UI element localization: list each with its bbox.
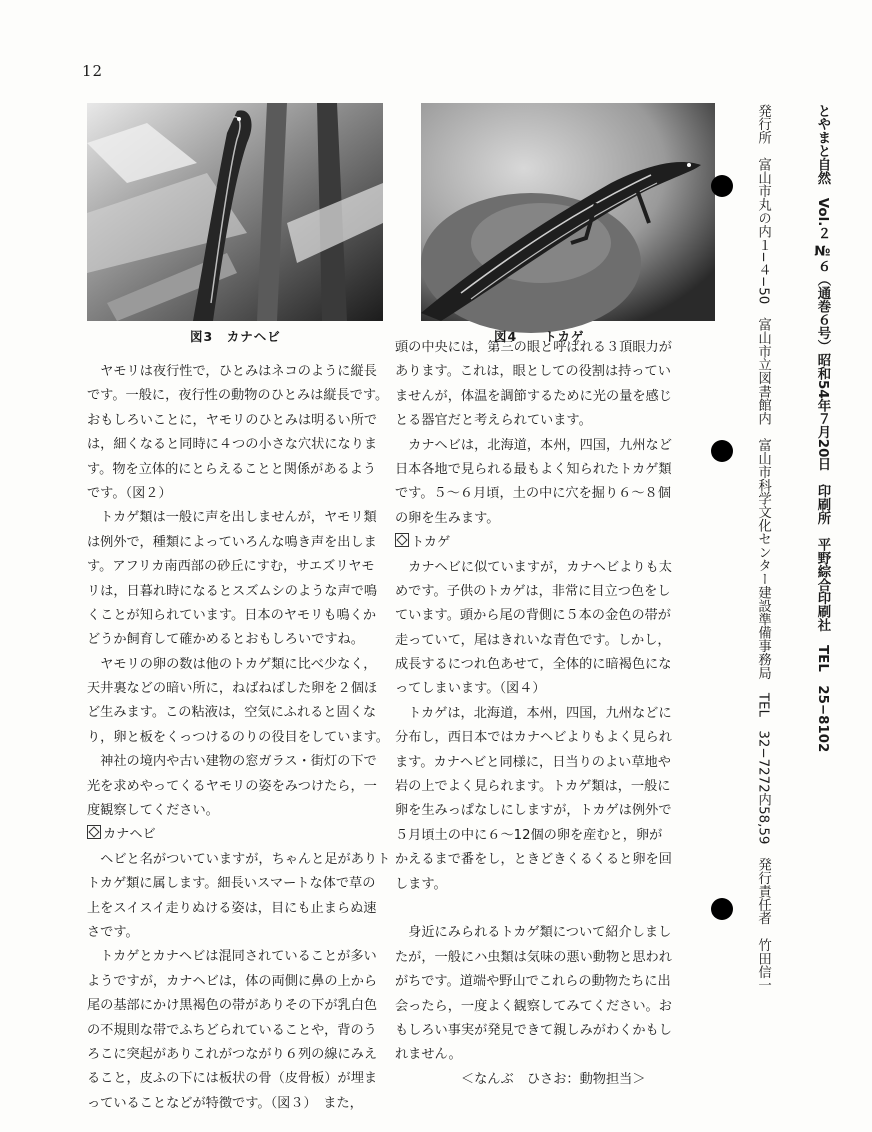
text-line-content: 光を求めやってくるヤモリの姿をみつけたら，一 [87, 778, 377, 794]
text-line [395, 848, 721, 872]
text-line-content: ること，皮ふの下には板状の骨（皮骨板）が埋ま [87, 1071, 378, 1087]
text-line [87, 970, 393, 994]
text-line-content: の不規則な帯でふちどられていることや，背のう [87, 1022, 377, 1038]
text-line [395, 995, 721, 1019]
section-bullet-icon [395, 533, 409, 547]
text-line-content: す。アフリカ南西部の砂丘にすむ，サエズリヤモ [87, 559, 375, 575]
text-line-content: トカゲ類に属します。細長いスマートな体で草の [87, 876, 376, 892]
right-text-column [395, 336, 721, 1092]
text-line [395, 385, 721, 409]
text-line-content: 天井裏などの暗い所に，ねばねばした卵を２個ほ [87, 681, 378, 697]
text-line [395, 751, 721, 775]
text-line [395, 970, 721, 994]
text-line-content: っていることなどが特徴です。（図３） また， [87, 1095, 363, 1111]
text-line-content: ろこに突起がありこれがつながり６列の線にみえ [87, 1046, 378, 1062]
text-line-content: 卵を生みっぱなしにしますが，トカゲは例外で [395, 803, 672, 819]
text-line-content: は，細くなると同時に４つの小さな穴状になりま [87, 437, 378, 453]
text-line [395, 507, 721, 531]
text-line-content: れません。 [395, 1047, 462, 1063]
text-line-content: ようですが，カナヘビは，体の両側に鼻の上から [87, 973, 378, 989]
colophon [733, 104, 872, 1104]
text-line [395, 677, 721, 701]
text-line-content: ています。頭から尾の背側に５本の金色の帯が [395, 608, 671, 624]
text-line [87, 701, 393, 725]
text-line-content: 日本各地で見られる最もよく知られたトカゲ類 [395, 461, 672, 477]
text-line-content: 成長するにつれ色あせて，全体的に暗褐色にな [395, 657, 672, 673]
text-line-content: ませんが，体温を調節するために光の量を感じ [395, 388, 672, 404]
text-line-content: は例外で，種類によっていろんな鳴き声を出しま [87, 534, 377, 550]
text-line [395, 873, 721, 897]
text-line-content: トカゲは，北海道，本州，四国，九州などに [395, 705, 672, 721]
text-line [395, 556, 721, 580]
text-line-content: トカゲ類は一般に声を出しませんが，ヤモリ類 [87, 510, 377, 526]
text-line-content: トカゲとカナヘビは混同されていることが多い [87, 949, 377, 965]
section-heading [395, 531, 721, 555]
text-line-content: がちです。道端や野山でこれらの動物たちに出 [395, 974, 671, 990]
text-line-content: です。一般に，夜行性の動物のひとみは縦長です。 [87, 388, 389, 404]
text-line [87, 653, 393, 677]
text-line [395, 1019, 721, 1043]
text-line-content: さです。 [87, 924, 139, 940]
text-line-content: します。 [395, 876, 447, 892]
text-line [87, 872, 393, 896]
text-line [395, 775, 721, 799]
text-line [87, 775, 393, 799]
text-line-content: ５月頃土の中に６〜12個の卵を産むと，卵が [395, 827, 663, 843]
text-line [395, 580, 721, 604]
text-line [87, 433, 393, 457]
text-line [87, 409, 393, 433]
text-line-content: リは，日暮れ時になるとスズムシのような声で鳴 [87, 583, 378, 599]
text-line [87, 726, 393, 750]
text-line [395, 629, 721, 653]
text-line-content: あります。これは，眼としての役割は持ってい [395, 364, 671, 380]
text-line-content: ヤモリの卵の数は他のトカゲ類に比べ少なく， [87, 656, 377, 672]
text-line [87, 628, 393, 652]
binding-hole-icon [711, 898, 733, 920]
text-line-content: 神社の境内や古い建物の窓ガラス・街灯の下で [87, 754, 377, 770]
text-line-content: ヘビと名がついていますが，ちゃんと足がありト [87, 851, 391, 867]
binding-hole-icon [711, 175, 733, 197]
text-line [87, 458, 393, 482]
binding-hole-icon [711, 440, 733, 462]
text-line [87, 531, 393, 555]
text-line [395, 921, 721, 945]
text-line-content: 身近にみられるトカゲ類について紹介しまし [395, 925, 672, 941]
skink-photo [421, 103, 715, 321]
figure-3-caption: 図3 カナヘビ [190, 329, 281, 344]
text-line [87, 580, 393, 604]
text-line [395, 1043, 721, 1067]
paragraph-gap [395, 897, 721, 921]
text-line [87, 945, 393, 969]
text-line-content: とる器官だと考えられています。 [395, 413, 592, 429]
text-line-content: どうか飼育して確かめるとおもしろいですね。 [87, 632, 364, 648]
text-line [395, 824, 721, 848]
text-line [395, 1068, 721, 1092]
text-line-content: ヤモリは夜行性で，ひとみはネコのように縦長 [87, 364, 377, 379]
text-line-content: たが，一般にハ虫類は気味の悪い動物と思われ [395, 949, 672, 965]
text-line-content: カナヘビに似ていますが，カナヘビよりも太 [395, 559, 672, 575]
section-heading [87, 823, 393, 847]
text-line [87, 360, 393, 384]
text-line [87, 897, 393, 921]
text-line [87, 799, 393, 823]
text-line-content: カナヘビは，北海道，本州，四国，九州など [395, 437, 672, 453]
text-line-content: ってしまいます。（図４） [395, 681, 546, 697]
text-line-content: 走っていて，尾はきれいな青色です。しかし， [395, 632, 671, 648]
text-line [87, 482, 393, 506]
left-text-column [87, 360, 393, 1116]
text-line [395, 604, 721, 628]
text-line [395, 360, 721, 384]
text-line-content: です。５〜６月頃，土の中に穴を掘り６〜８個 [395, 486, 671, 502]
text-line-content: 分布し，西日本ではカナヘビよりもよく見られ [395, 730, 672, 746]
text-line-content: くことが知られています。日本のヤモリも鳴くか [87, 607, 377, 623]
text-line-content: 岩の上でよく見られます。トカゲ類は，一般に [395, 779, 671, 795]
text-line-content: めです。子供のトカゲは，非常に目立つ色をし [395, 583, 671, 599]
text-line [87, 994, 393, 1018]
text-line-content: ど生みます。この粘液は，空気にふれると固くな [87, 705, 377, 721]
text-line [87, 1019, 393, 1043]
text-line [87, 750, 393, 774]
text-line [87, 848, 393, 872]
text-line-content: り，卵と板をくっつけるのりの役目をしています。 [87, 729, 389, 745]
text-line [395, 409, 721, 433]
text-line [87, 677, 393, 701]
text-line-content: 上をスイスイ走りぬける姿は，目にも止まらぬ速 [87, 900, 377, 916]
page-number: 12 [82, 62, 104, 80]
text-line-content: す。物を立体的にとらえることと関係があるよう [87, 461, 377, 477]
text-line [395, 482, 721, 506]
text-line-content: 頭の中央には，第三の眼と呼ばれる３頂眼力が [395, 340, 672, 355]
text-line [395, 726, 721, 750]
text-line [395, 458, 721, 482]
figure-4-caption: 図4 トカゲ [494, 329, 585, 344]
text-line [395, 336, 721, 360]
text-line [87, 1092, 393, 1116]
text-line [395, 653, 721, 677]
section-bullet-icon [87, 825, 101, 839]
text-line [87, 555, 393, 579]
text-line-content: おもしろいことに，ヤモリのひとみは明るい所で [87, 412, 378, 428]
text-line-content: 尾の基部にかけ黒褐色の帯がありその下が乳白色 [87, 998, 378, 1014]
text-line-content: 度観察してください。 [87, 803, 219, 819]
text-line-content: かえるまで番をし，ときどきくるくると卵を回 [395, 852, 672, 868]
grass-lizard-photo [87, 103, 383, 321]
text-line [395, 799, 721, 823]
text-line [87, 1043, 393, 1067]
text-line [395, 434, 721, 458]
text-line-content: の卵を生みます。 [395, 510, 500, 526]
text-line [87, 384, 393, 408]
text-line [87, 506, 393, 530]
text-line-content: カナヘビ [103, 827, 156, 843]
text-line-content: ＜なんぶ ひさお：動物担当＞ [395, 1071, 646, 1087]
colophon-line-1: とやまと自然 Vol.２ №６（通巻６号）昭和54年７月20日 印刷所 平野綜合印刷社 TEL 25−8102 [814, 104, 830, 753]
text-line-content: です。（図２） [87, 485, 172, 501]
text-line-content: ます。カナヘビと同様に，日当りのよい草地や [395, 754, 671, 770]
text-line-content: トカゲ [411, 535, 451, 551]
text-line [87, 604, 393, 628]
text-line [87, 1067, 393, 1091]
text-line [395, 946, 721, 970]
colophon-line-2: 発行所 富山市丸の内１−４−50 富山市立図書館内 富山市科学文化センター建設準備事務局 TEL 32−7272内58,59 発行責任者 竹田信一 [755, 104, 771, 992]
text-line-content: 会ったら，一度よく観察してみてください。お [395, 998, 672, 1014]
text-line [87, 921, 393, 945]
text-line [395, 702, 721, 726]
text-line-content: もしろい事実が発見できて親しみがわくかもし [395, 1022, 672, 1038]
